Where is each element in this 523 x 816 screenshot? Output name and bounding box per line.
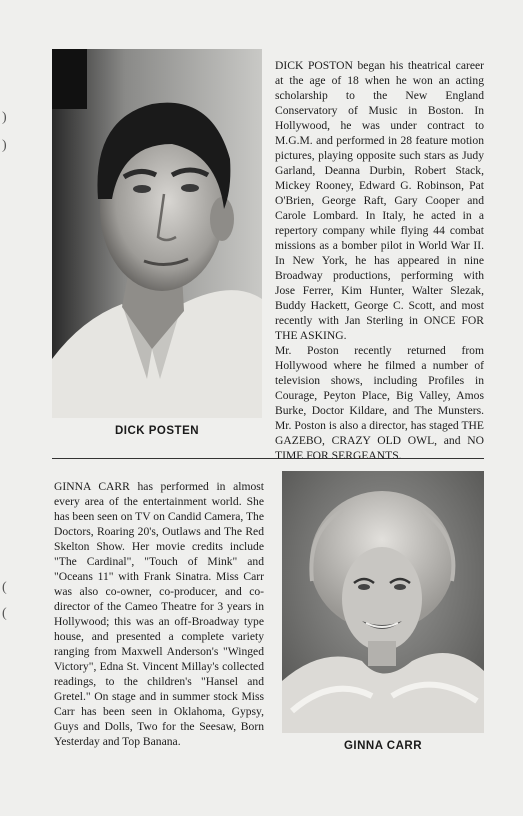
margin-mark: ( (2, 580, 7, 595)
carr-portrait-photo (282, 471, 484, 733)
poston-portrait-photo (52, 49, 262, 418)
margin-mark: ( (2, 606, 7, 621)
margin-mark: ) (2, 138, 7, 153)
poston-bio-paragraph: Mr. Poston recently returned from Hollywood where he filmed a number of television shows, including Profiles in Courage, Peyton Place, Big Valley, Amos Burke, Doctor Kildare, and The Munsters. Mr. Poston is also a director, has staged THE GAZEBO, CRAZY OLD OWL, and NO TIME FOR SERGEANTS. (275, 344, 484, 462)
poston-bio-paragraph: DICK POSTON began his theatrical career at the age of 18 when he won an acting scholarship to the New England Conservatory of Music in Boston. In Hollywood, he was under contract to M.G.M. and performed in 28 feature motion pictures, playing opposite such stars as Judy Garland, Deanna Durbin, Robert Stack, Mickey Rooney, Edward G. Robinson, Pat O'Brien, George Raft, Gary Cooper and Carole Lombard. In Italy, he acted in a repertory company while flying 44 combat missions as a bomber pilot in World War II. In New York, he has appeared in nine Broadway productions, performing with Jose Ferrer, Kim Hunter, Walter Slezak, Buddy Hackett, George C. Scott, and most recently with Jan Sterling in ONCE FOR THE ASKING. (275, 59, 484, 342)
section-divider (52, 458, 484, 459)
poston-photo-caption: DICK POSTEN (114, 425, 200, 437)
carr-photo-caption: GINNA CARR (343, 740, 423, 752)
poston-biography (275, 58, 484, 463)
carr-biography (54, 479, 264, 749)
margin-mark: ) (2, 110, 7, 125)
carr-bio-paragraph: GINNA CARR has performed in almost every area of the entertainment world. She has been seen on TV on Candid Camera, The Doctors, Roaring 20's, Outlaws and The Red Skelton Show. Her movie credits include "The Cardinal", "Touch of Mink" and "Oceans 11" with Frank Sinatra. Miss Carr was also co-owner, co-producer, and co-director of the Cameo Theatre for 3 years in Hollywood; this was an off-Broadway type house, and presented a complete variety ranging from Maxwell Anderson's "Winged Victory", Edna St. Vincent Millay's collected readings, to the children's "Hansel and Gretel." On stage and in summer stock Miss Carr has been seen in Oklahoma, Gypsy, Guys and Dolls, Two for the Seesaw, Born Yesterday and Top Banana. (54, 480, 264, 748)
